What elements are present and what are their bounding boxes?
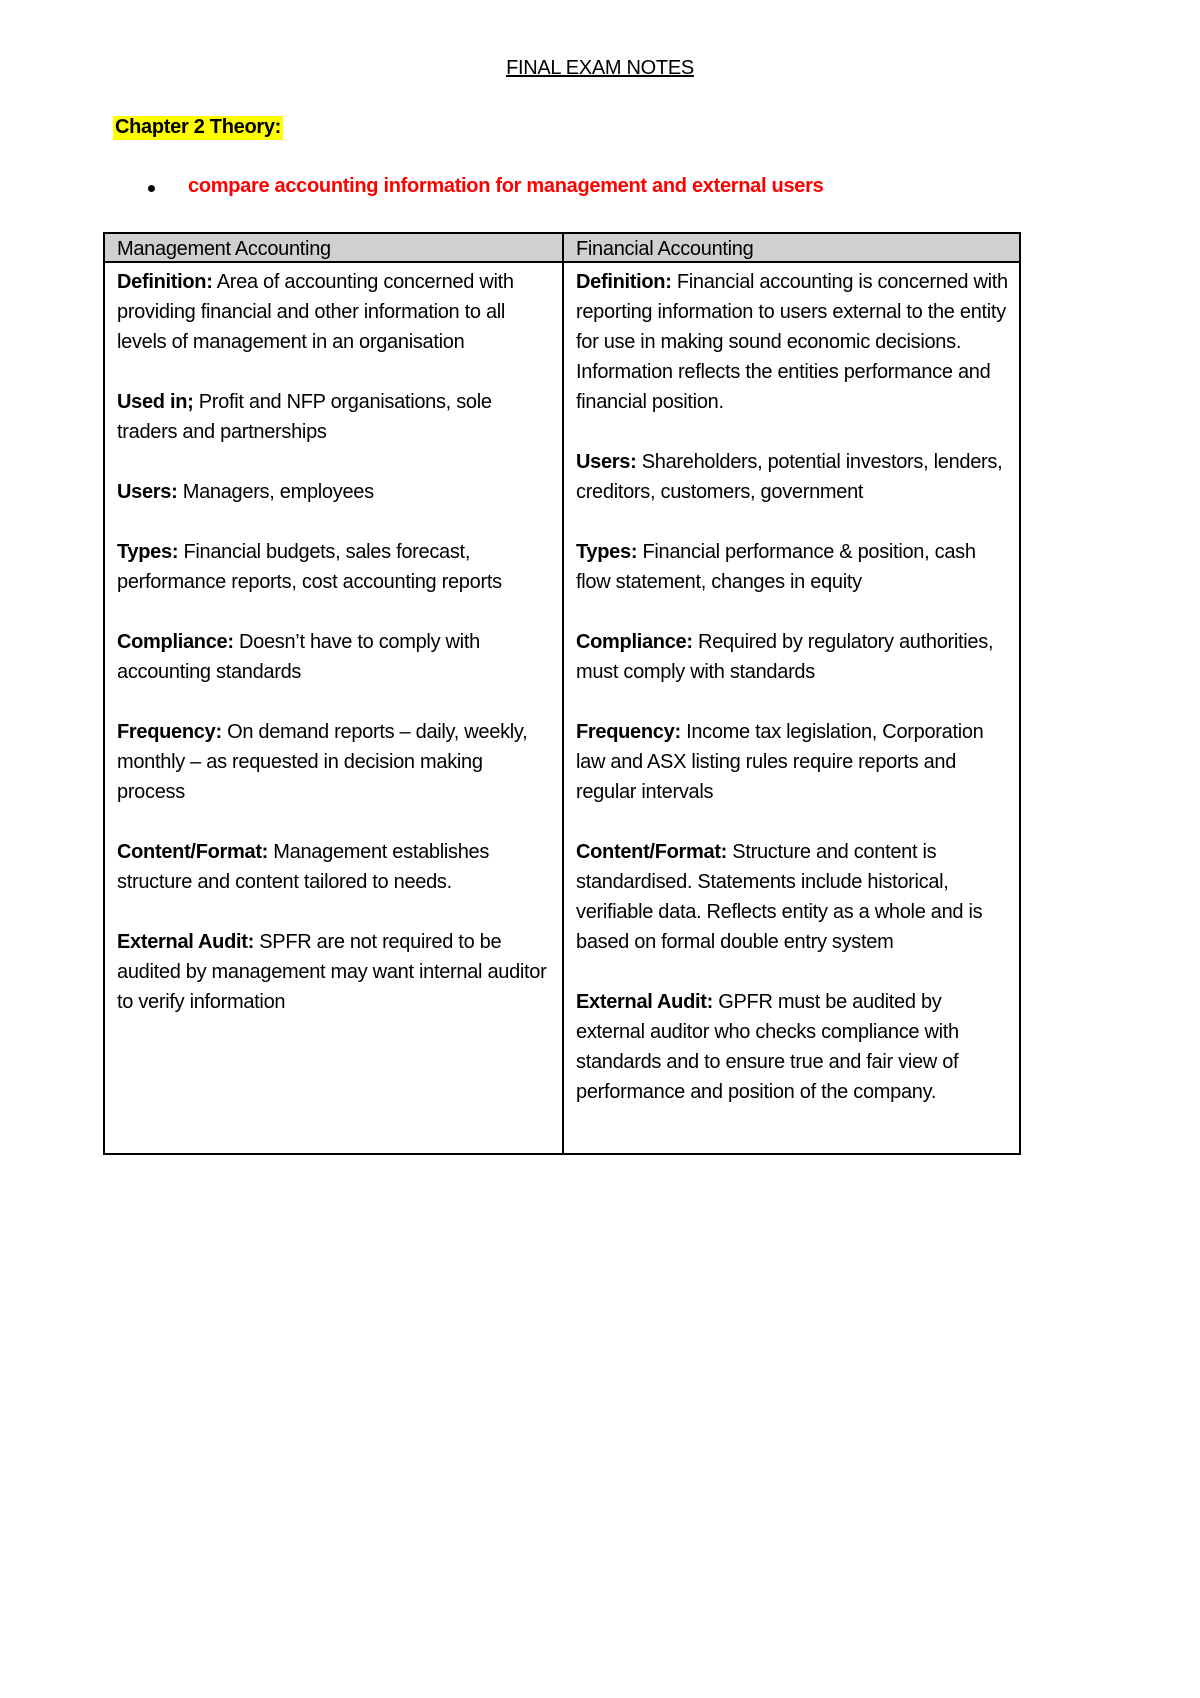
document-title: FINAL EXAM NOTES	[506, 57, 694, 79]
item-text: Financial accounting is concerned with reporting information to users external to the entity for use in making sound economic decisions. Information reflects the entities performance and financial position.	[576, 271, 1008, 413]
item-label: Definition:	[576, 271, 672, 293]
item-label: Compliance:	[117, 631, 234, 653]
financial-compliance	[576, 627, 1009, 687]
financial-external-audit	[576, 987, 1009, 1107]
item-label: Frequency:	[117, 721, 222, 743]
management-external-audit	[117, 927, 552, 1017]
item-text: Structure and content is standardised. Statements include historical, verifiable data. Reflects entity as a whole and is based on formal double entry system	[576, 841, 983, 953]
comparison-table	[103, 232, 1021, 1155]
item-text: Financial performance & position, cash flow statement, changes in equity	[576, 541, 976, 593]
header-management-accounting: Management Accounting	[104, 233, 563, 262]
bullet-text: compare accounting information for management and external users	[188, 175, 824, 197]
item-text: On demand reports – daily, weekly, monthly – as requested in decision making process	[117, 721, 528, 803]
item-text: Area of accounting concerned with providing financial and other information to all levels of management in an organisation	[117, 271, 514, 353]
financial-accounting-cell	[563, 262, 1020, 1154]
item-label: External Audit:	[576, 991, 713, 1013]
item-text: Managers, employees	[177, 481, 374, 503]
item-text: Shareholders, potential investors, lenders, creditors, customers, government	[576, 451, 1003, 503]
item-text: SPFR are not required to be audited by management may want internal auditor to verify information	[117, 931, 547, 1013]
item-text: Management establishes structure and content tailored to needs.	[117, 841, 490, 893]
item-label: Users:	[117, 481, 178, 503]
financial-users	[576, 447, 1009, 507]
item-label: Types:	[576, 541, 638, 563]
item-text: GPFR must be audited by external auditor who checks compliance with standards and to ensure true and fair view of performance and position of the company.	[576, 991, 959, 1103]
item-text: Income tax legislation, Corporation law and ASX listing rules require reports and regular intervals	[576, 721, 984, 803]
item-label: Users:	[576, 451, 637, 473]
item-label: External Audit:	[117, 931, 254, 953]
management-users	[117, 477, 552, 507]
bullet-icon	[148, 185, 155, 192]
management-content-format	[117, 837, 552, 897]
management-accounting-cell	[104, 262, 563, 1154]
header-financial-accounting: Financial Accounting	[563, 233, 1020, 262]
item-label: Frequency:	[576, 721, 681, 743]
management-frequency	[117, 717, 552, 807]
item-label: Content/Format:	[117, 841, 269, 863]
item-label: Content/Format:	[576, 841, 728, 863]
management-definition	[117, 267, 552, 357]
item-label: Definition:	[117, 271, 213, 293]
item-text: Doesn’t have to comply with accounting standards	[117, 631, 480, 683]
management-types	[117, 537, 552, 597]
management-compliance	[117, 627, 552, 687]
financial-content-format	[576, 837, 1009, 957]
item-label: Types:	[117, 541, 179, 563]
chapter-heading: Chapter 2 Theory:	[115, 116, 282, 138]
item-label: Used in;	[117, 391, 194, 413]
management-used-in	[117, 387, 552, 447]
financial-frequency	[576, 717, 1009, 807]
table-row	[104, 262, 1020, 1154]
item-text: Financial budgets, sales forecast, performance reports, cost accounting reports	[117, 541, 502, 593]
table-header-row	[104, 233, 1020, 262]
financial-types	[576, 537, 1009, 597]
financial-definition	[576, 267, 1009, 417]
item-label: Compliance:	[576, 631, 693, 653]
item-text: Required by regulatory authorities, must comply with standards	[576, 631, 994, 683]
item-text: Profit and NFP organisations, sole traders and partnerships	[117, 391, 492, 443]
